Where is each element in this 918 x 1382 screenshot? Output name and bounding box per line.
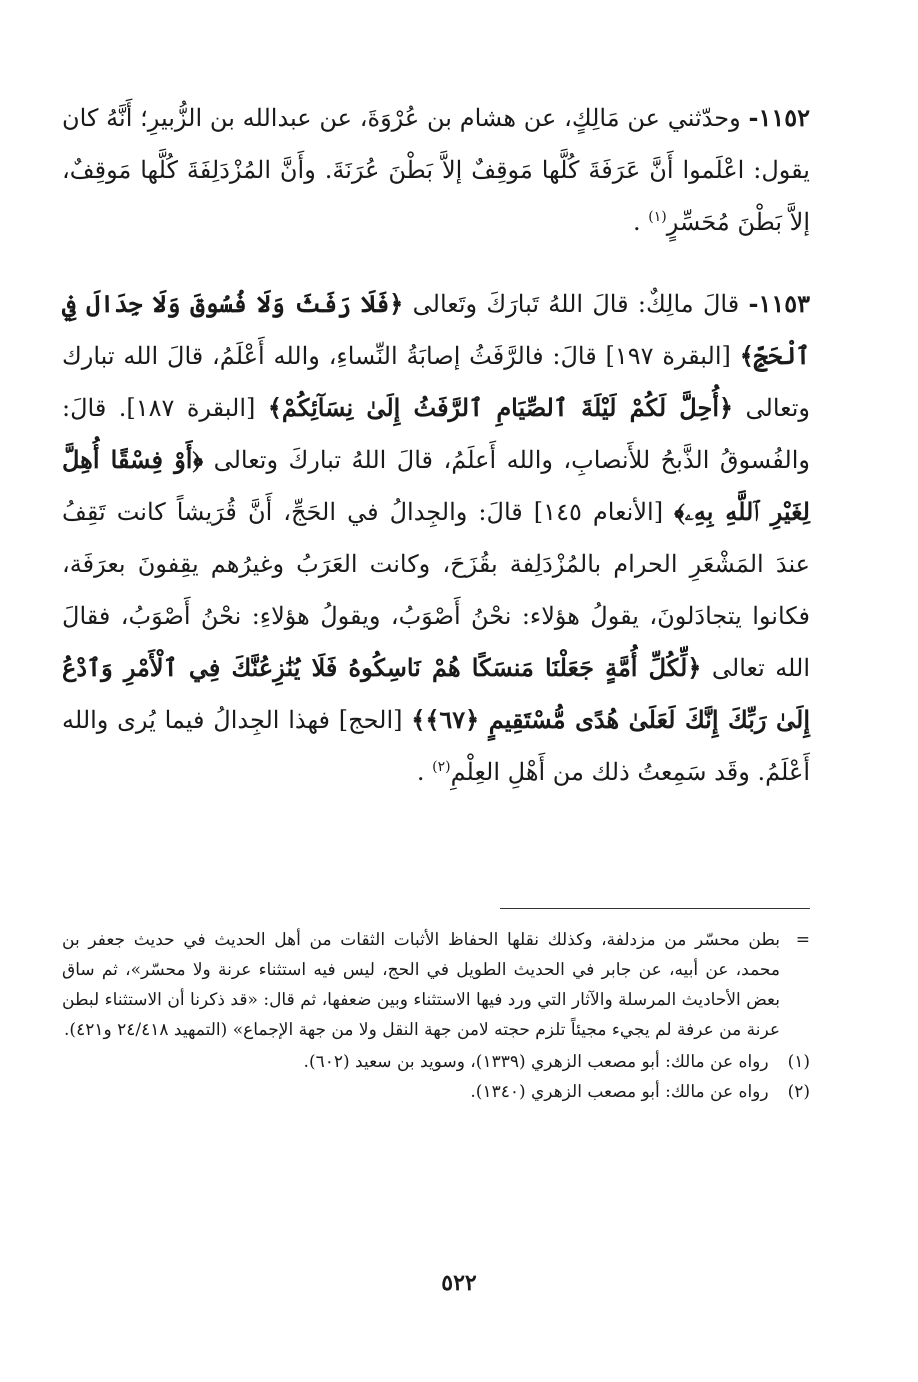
footnote-text: رواه عن مالك: أبو مصعب الزهري (١٣٣٩)، وسويد بن سعيد (٦٠٢). — [303, 1052, 769, 1072]
footnote-text: رواه عن مالك: أبو مصعب الزهري (١٣٤٠). — [470, 1082, 769, 1102]
footnotes — [62, 925, 810, 1107]
footnote-mark: (٢) — [787, 1082, 810, 1102]
page-number: ٥٢٢ — [441, 1270, 477, 1296]
hadith-number: ١١٥٣- — [748, 289, 810, 318]
quran-verse: ﴿أَوْ فِسْقًا أُهِلَّ لِغَيْرِ ٱللَّهِ بِهِۦ﴾ — [62, 445, 810, 526]
quran-verse: ﴿لِّكُلِّ أُمَّةٍ جَعَلْنَا مَنسَكًا هُمْ نَاسِكُوهُ فَلَا يُنَٰزِعُنَّكَ فِي ٱلْأَمْرِ وَٱدْعُ إِلَىٰ رَبِّكَ إِنَّكَ لَعَلَىٰ هُدًى مُّسْتَقِيمٍ ﴿٦٧﴾﴾ — [62, 653, 810, 734]
quran-verse: ﴿أُحِلَّ لَكُمْ لَيْلَةَ ٱلصِّيَامِ ٱلرَّفَثُ إِلَىٰ نِسَآئِكُمْ﴾ — [267, 393, 734, 422]
hadith-number: ١١٥٢- — [748, 103, 810, 132]
main-text — [62, 92, 810, 798]
footnote-1 — [62, 1047, 810, 1077]
quran-verse: ﴿فَلَا رَفَثَ وَلَا فُسُوقَ وَلَا جِدَالَ فِي ٱلْحَجِّ﴾ — [62, 289, 811, 370]
footnote-ref: (٢) — [432, 759, 451, 775]
hadith-text: [الحج] فهذا الجِدالُ فيما يُرى والله أَعْلَمُ. وقَد سَمِعتُ ذلك من أَهْلِ العِلْمِ — [62, 706, 810, 786]
footnote-text: بطن محسّر من مزدلفة، وكذلك نقلها الحفاظ الأثبات الثقات من أهل الحديث في حديث جعفر بن محمد، عن أبيه، عن جابر في الحديث الطويل في الحج، ليس فيه استثناء عرنة ولا محسّر»، ثم ساق بعض الأحاديث المرسلة والآثار التي ورد فيها الاستثناء وبين ضعفها، ثم قال: «قد ذكرنا أن الاستثناء لبطن عرنة من عرفة لم يجيء مجيئاً تلزم حجته لامن جهة النقل ولا من جهة الإجماع» (التمهيد ٢٤/٤١٨ و٤٢١). — [62, 930, 780, 1040]
hadith-end: . — [633, 208, 649, 236]
hadith-text: وحدّثني عن مَالِكٍ، عن هشام بن عُرْوَةَ، عن عبدالله بن الزُّبيرِ؛ أَنَّهُ كان يقول: اعْلَموا أَنَّ عَرَفَةَ كُلَّها مَوقِفٌ إلاَّ بَطْنَ عُرَنَةَ. وأَنَّ المُزْدَلِفَةَ كُلَّها مَوقِفٌ، إلاَّ بَطْنَ مُحَسِّرٍ — [62, 104, 810, 236]
footnote-ref: (١) — [648, 209, 667, 225]
hadith-text: [البقرة ١٩٧] قالَ: فالرَّفَثُ إصابَةُ النِّساءِ، والله أَعْلَمُ، قالَ الله تبارك وتعالى — [62, 342, 810, 422]
footnote-divider — [500, 908, 810, 909]
footnote-2 — [62, 1077, 810, 1107]
hadith-1152 — [62, 92, 810, 248]
hadith-end: . — [416, 758, 433, 786]
footnote-continued — [62, 925, 810, 1045]
footnote-mark: (١) — [787, 1052, 810, 1072]
hadith-1153 — [62, 278, 810, 798]
continuation-mark: = — [795, 930, 810, 950]
hadith-text: [الأنعام ١٤٥] قالَ: والجِدالُ في الحَجِّ، أَنَّ قُرَيشاً كانت تَقِفُ عندَ المَشْعَرِ الحرام بالمُزْدَلِفة بقُزَحَ، وكانت العَرَبُ وغيرُهم يقِفونَ بعرَفَة، فكانوا يتجادَلونَ، يقولُ هؤلاء: نحْنُ أَصْوَبُ، ويقولُ هؤلاءِ: نحْنُ أَصْوَبُ، فقالَ الله تعالى — [62, 498, 810, 682]
hadith-intro: قالَ مالِكٌ: قالَ اللهُ تَبارَكَ وتَعالى — [412, 290, 740, 318]
hadith-text: [البقرة ١٨٧]. قالَ: والفُسوقُ الذَّبحُ للأَنصابِ، والله أَعلَمُ، قالَ اللهُ تباركَ وتعالى — [62, 394, 810, 474]
